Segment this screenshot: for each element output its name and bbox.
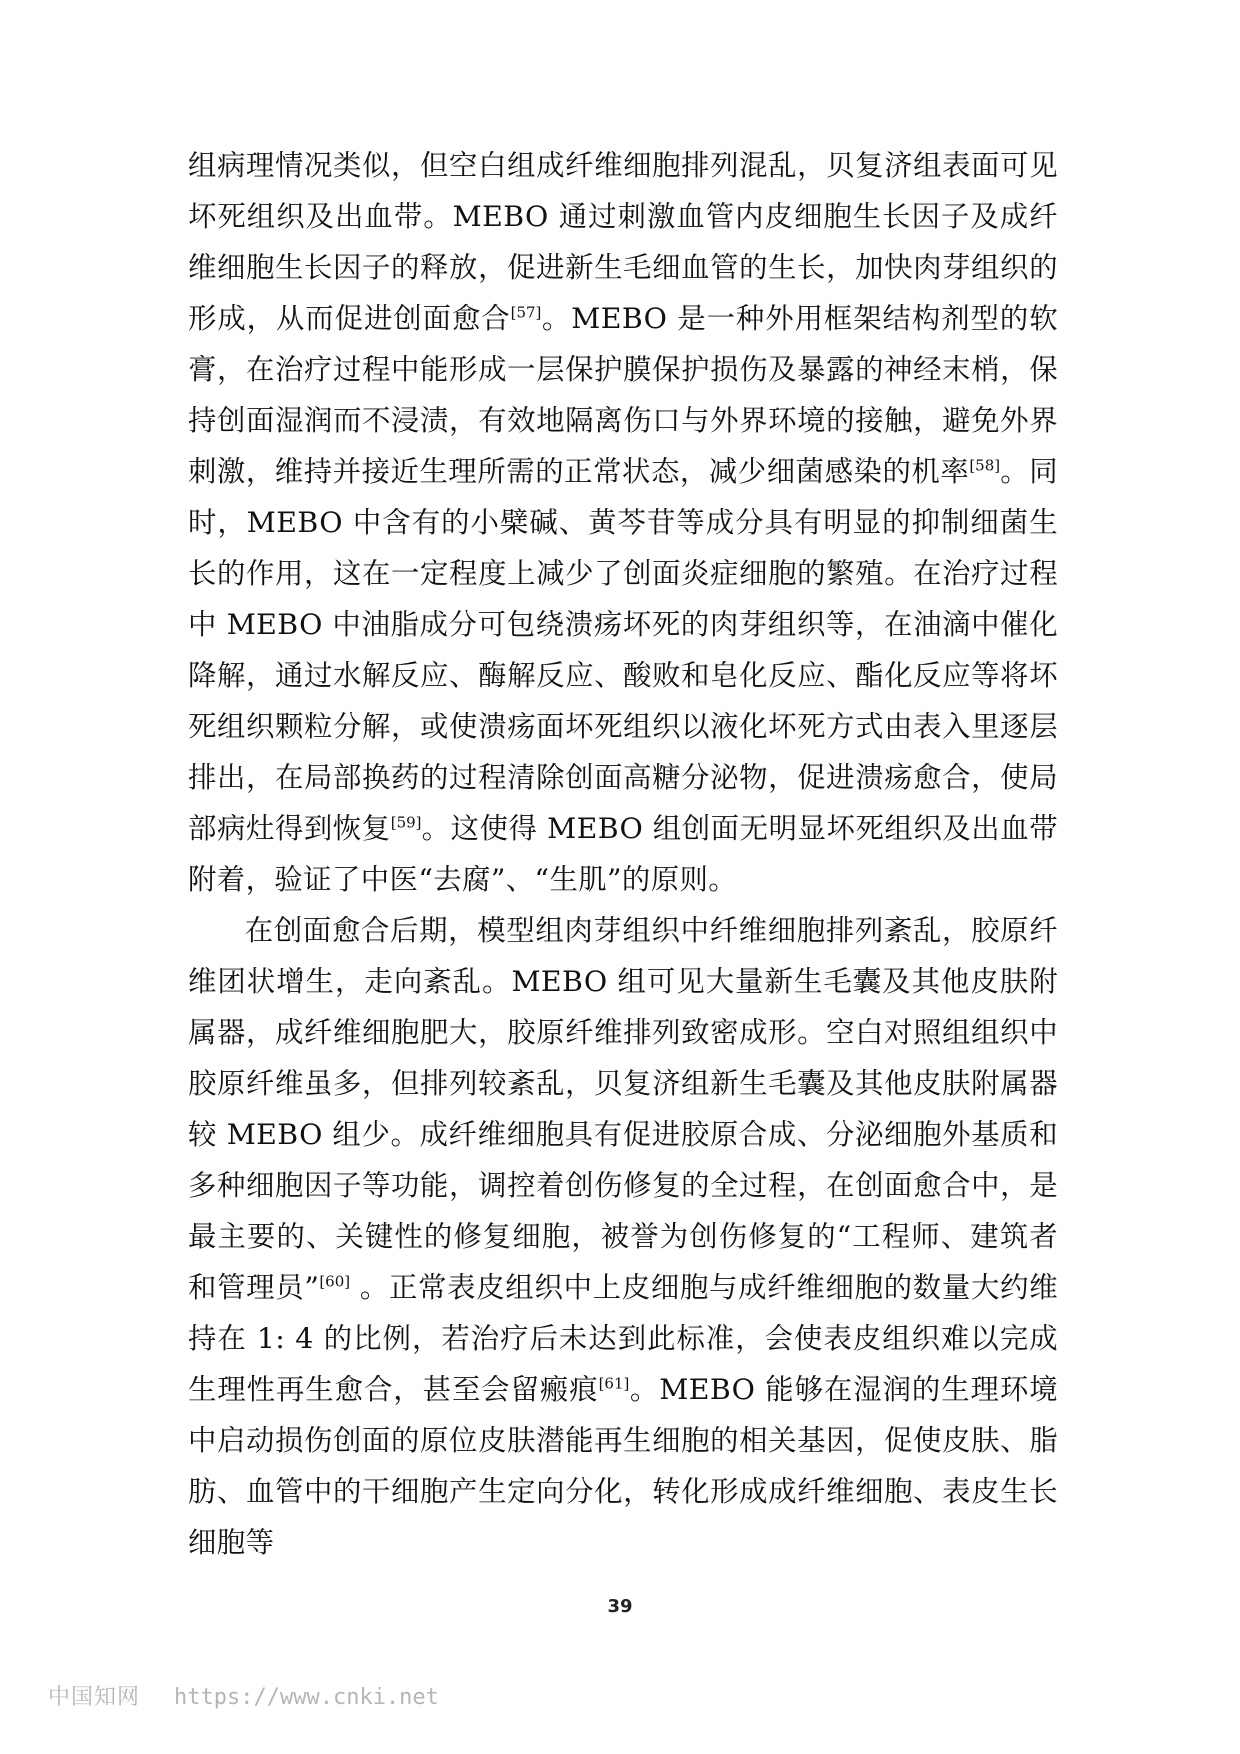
document-body: [188, 140, 1058, 1568]
text-run: 在创面愈合后期，模型组肉芽组织中纤维细胞排列紊乱，胶原纤维团状增生，走向紊乱。MEBO 组可见大量新生毛囊及其他皮肤附属器，成纤维细胞肥大，胶原纤维排列致密成形。空白对照组组织中胶原纤维虽多，但排列较紊乱，贝复济组新生毛囊及其他皮肤附属器较 MEBO 组少。成纤维细胞具有促进胶原合成、分泌细胞外基质和多种细胞因子等功能，调控着创伤修复的全过程，在创面愈合中，是最主要的、关键性的修复细胞，被誉为创伤修复的“工程师、建筑者和管理员”: [188, 914, 1058, 1304]
page-number: 39: [607, 1596, 633, 1617]
text-run: 组病理情况类似，但空白组成纤维细胞排列混乱，贝复济组表面可见坏死组织及出血带。MEBO 通过刺激血管内皮细胞生长因子及成纤维细胞生长因子的释放，促进新生毛细血管的生长，加快肉芽组织的形成，从而促进创面愈合: [188, 149, 1058, 335]
citation-58: [58]: [969, 456, 1001, 475]
text-run: 。MEBO 是一种外用框架结构剂型的软膏，在治疗过程中能形成一层保护膜保护损伤及暴露的神经末梢，保持创面湿润而不浸渍，有效地隔离伤口与外界环境的接触，避免外界刺激，维持并接近生理所需的正常状态，减少细菌感染的机率: [188, 302, 1058, 488]
text-run: 。正常表皮组织中上皮细胞与成纤维细胞的数量大约维持在 1: 4 的比例，若治疗后未达到此标准，会使表皮组织难以完成生理性再生愈合，甚至会留瘢痕: [188, 1271, 1058, 1406]
text-run: 。这使得 MEBO 组创面无明显坏死组织及出血带附着，验证了中医“去腐”、“生肌”的原则。: [188, 812, 1059, 896]
citation-60: [60]: [319, 1272, 351, 1291]
cnki-watermark: [48, 1680, 439, 1711]
text-run: 。同时，MEBO 中含有的小檗碱、黄芩苷等成分具有明显的抑制细菌生长的作用，这在一定程度上减少了创面炎症细胞的繁殖。在治疗过程中 MEBO 中油脂成分可包绕溃疡坏死的肉芽组织等，在油滴中催化降解，通过水解反应、酶解反应、酸败和皂化反应、酯化反应等将坏死组织颗粒分解，或使溃疡面坏死组织以液化坏死方式由表入里逐层排出，在局部换药的过程清除创面高糖分泌物，促进溃疡愈合，使局部病灶得到恢复: [188, 455, 1058, 845]
watermark-name: 中国知网: [48, 1685, 141, 1710]
watermark-url: https://www.cnki.net: [174, 1685, 439, 1710]
text-run: 。MEBO 能够在湿润的生理环境中启动损伤创面的原位皮肤潜能再生细胞的相关基因，促使皮肤、脂肪、血管中的干细胞产生定向分化，转化形成成纤维细胞、表皮生长细胞等: [188, 1373, 1058, 1559]
paragraph-1: [188, 140, 1058, 905]
paragraph-2: [188, 905, 1058, 1568]
citation-61: [61]: [598, 1374, 630, 1393]
citation-57: [57]: [510, 303, 542, 322]
citation-59: [59]: [390, 813, 422, 832]
